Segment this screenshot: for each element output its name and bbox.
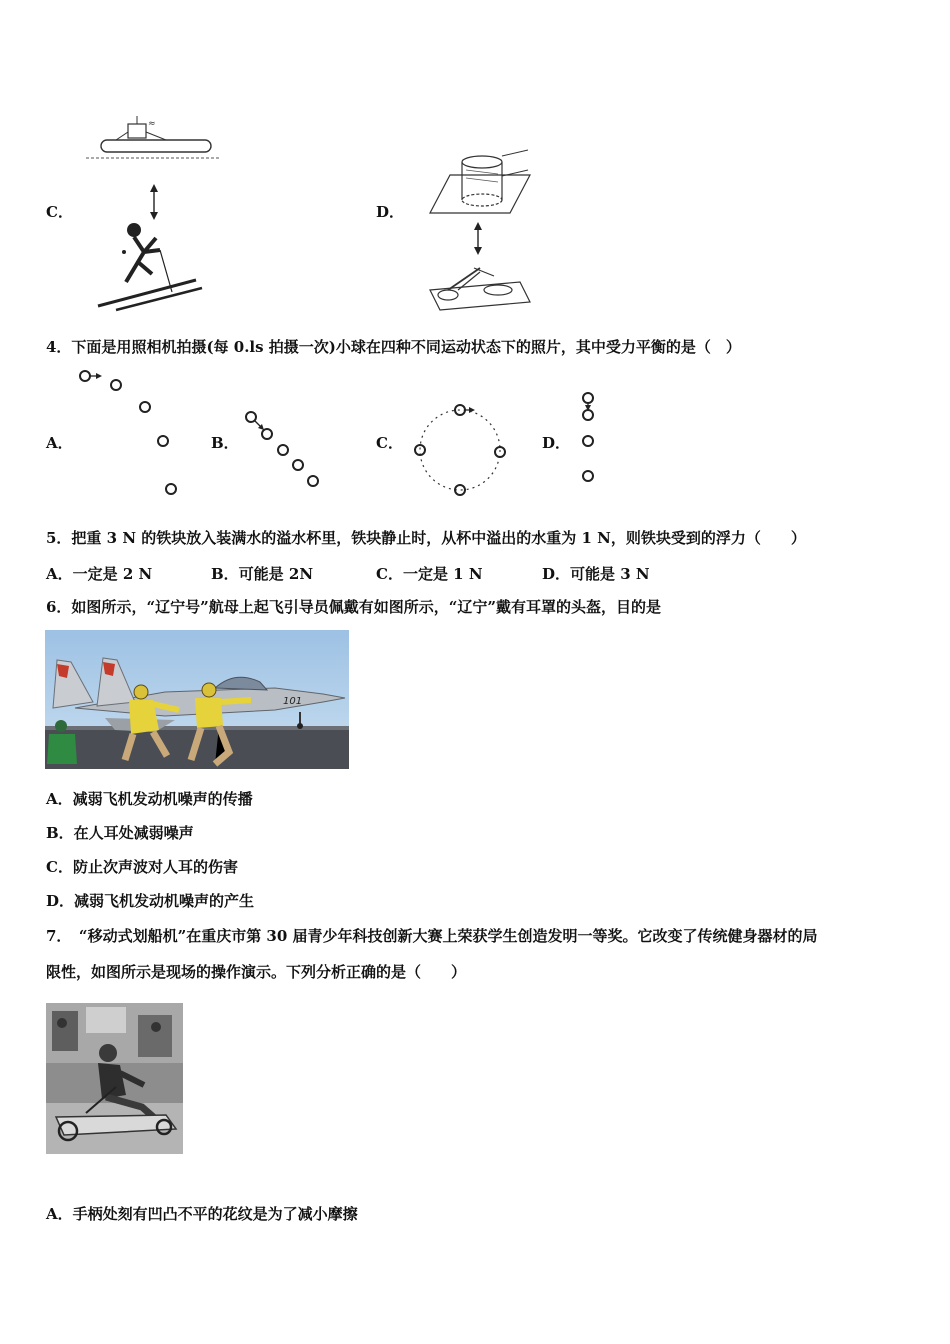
q4-option-d-label: D． [542,434,571,452]
ball-path-b [240,405,330,495]
q5-option-b: B．可能是 2N [211,565,314,583]
q6-stem: 6．如图所示，“辽宁号”航母上起飞引导员佩戴有如图所示，“辽宁”戴有耳罩的头盔，目的是 [46,598,661,616]
q3-option-d-label: D． [376,203,405,221]
ball-path-a [70,365,200,505]
rowing-machine-photo [46,1003,183,1154]
svg-text:≈: ≈ [148,119,156,129]
q4-option-b-label: B． [211,434,239,452]
press-cylinder-diagram [410,140,540,310]
q4-option-a-label: A． [46,434,73,452]
q4-option-c-label: C． [376,434,403,452]
q7-stem-line2: 限性，如图所示是现场的操作演示。下列分析正确的是（ ） [46,963,467,981]
q5-option-c: C．一定是 1 N [376,565,483,583]
q7-stem-line1: 7． “移动式划船机”在重庆市第 30 届青少年科技创新大赛上荣获学生创造发明一等奖。它改变了传统健身器材的局 [46,927,818,945]
q5-option-d: D．可能是 3 N [542,565,650,583]
ball-path-c [405,400,515,500]
carrier-deck-photo [45,630,349,769]
q6-option-a: A．减弱飞机发动机噪声的传播 [46,790,253,808]
q3-option-c-label: C． [46,203,73,221]
q6-option-d: D．减弱飞机发动机噪声的产生 [46,892,255,910]
q6-option-b: B．在人耳处减弱噪声 [46,824,194,842]
q4-stem: 4．下面是用照相机拍摄(每 0.ls 拍摄一次)小球在四种不同运动状态下的照片，其中受力平衡的是（ ） [46,338,741,356]
ball-path-d [575,388,605,488]
q5-stem: 5．把重 3 N 的铁块放入装满水的溢水杯里，铁块静止时，从杯中溢出的水重为 1 N，则铁块受到的浮力（ ） [46,529,806,547]
jet-tail-number: 101 [283,696,303,707]
q7-option-a: A．手柄处刻有凹凸不平的花纹是为了减小摩擦 [46,1205,358,1223]
q5-option-a: A．一定是 2 N [46,565,153,583]
sled-rail-diagram [86,112,226,312]
q6-option-c: C．防止次声波对人耳的伤害 [46,858,238,876]
